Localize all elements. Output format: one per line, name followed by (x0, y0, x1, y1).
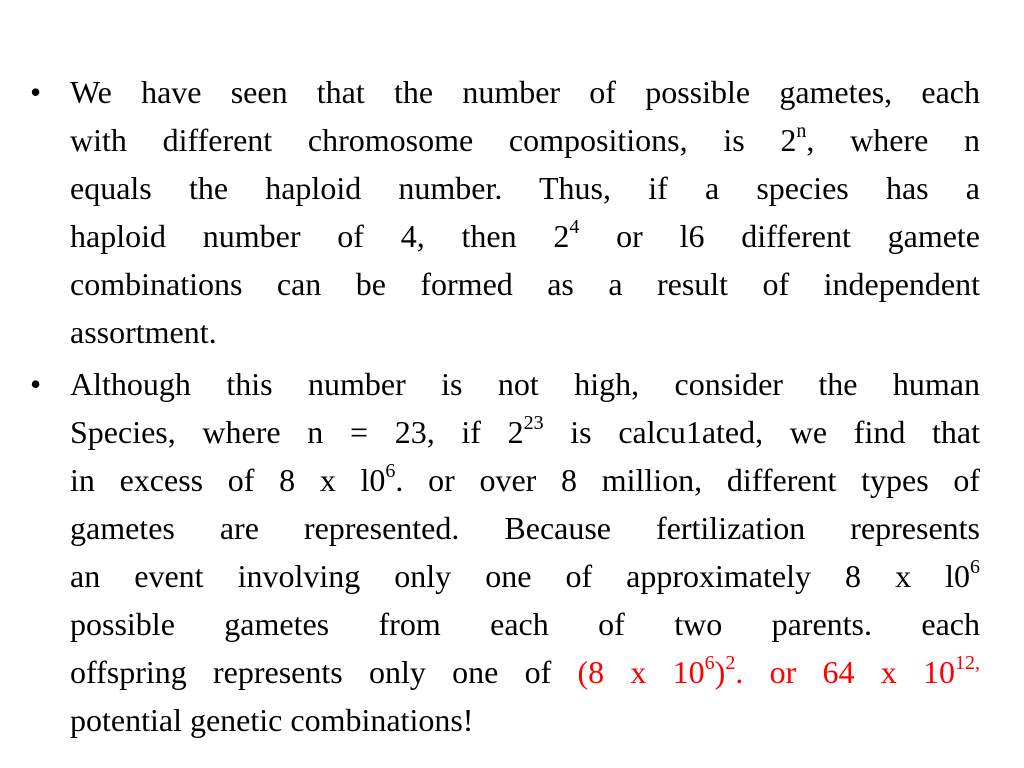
text-line (70, 164, 980, 212)
text-run: ) (714, 654, 726, 690)
text-line (70, 308, 980, 356)
text-run: Although this number is not high, consider the human (70, 366, 980, 402)
text-line (70, 360, 980, 408)
text-run: gametes are represented. Because fertilization represents (70, 510, 980, 546)
highlighted-formula (578, 654, 981, 690)
text-run: an event involving only one of approximately 8 x l0 (70, 558, 970, 594)
text-run: combinations can be formed as a result of independent (70, 266, 980, 302)
text-run: haploid number of 4, then 2 (70, 218, 570, 254)
superscript: 6 (385, 460, 396, 483)
text-run: We have seen that the number of possible gametes, each (70, 74, 980, 110)
text-run: with different chromosome compositions, is 2 (70, 122, 797, 158)
text-line (70, 696, 980, 744)
text-line (70, 116, 980, 164)
text-line (70, 456, 980, 504)
superscript: 6 (704, 652, 715, 675)
superscript: 12, (955, 652, 981, 675)
bullet-item-human-species (30, 360, 980, 744)
text-run: in excess of 8 x l0 (70, 462, 386, 498)
text-line (70, 212, 980, 260)
text-run: possible gametes from each of two parents. each (70, 606, 980, 642)
bullet-list (30, 68, 980, 748)
text-line (70, 552, 980, 600)
text-run: offspring represents only one of (70, 654, 578, 690)
text-run: or l6 different gamete (579, 218, 981, 254)
text-run: potential genetic combinations! (70, 702, 474, 738)
bullet-marker: • (30, 74, 42, 110)
text-run: . or 64 x 10 (735, 654, 956, 690)
text-line (70, 648, 980, 696)
text-run: assortment. (70, 314, 217, 350)
text-line (70, 600, 980, 648)
text-line (70, 504, 980, 552)
superscript: 4 (569, 216, 580, 239)
superscript: 2 (725, 652, 736, 675)
text-run: . or over 8 million, different types of (395, 462, 981, 498)
text-line (70, 260, 980, 308)
text-line (70, 408, 980, 456)
text-run: (8 x 10 (577, 654, 705, 690)
superscript: 6 (970, 556, 980, 579)
text-line (70, 68, 980, 116)
text-run: Species, where n = 23, if 2 (70, 414, 524, 450)
bullet-item-gametes (30, 68, 980, 356)
superscript: n (796, 120, 807, 143)
superscript: 23 (523, 412, 544, 435)
text-run: equals the haploid number. Thus, if a species has a (70, 170, 980, 206)
text-run: , where n (806, 122, 981, 158)
bullet-marker: • (30, 366, 42, 402)
text-run: is calcu1ated, we find that (543, 414, 981, 450)
